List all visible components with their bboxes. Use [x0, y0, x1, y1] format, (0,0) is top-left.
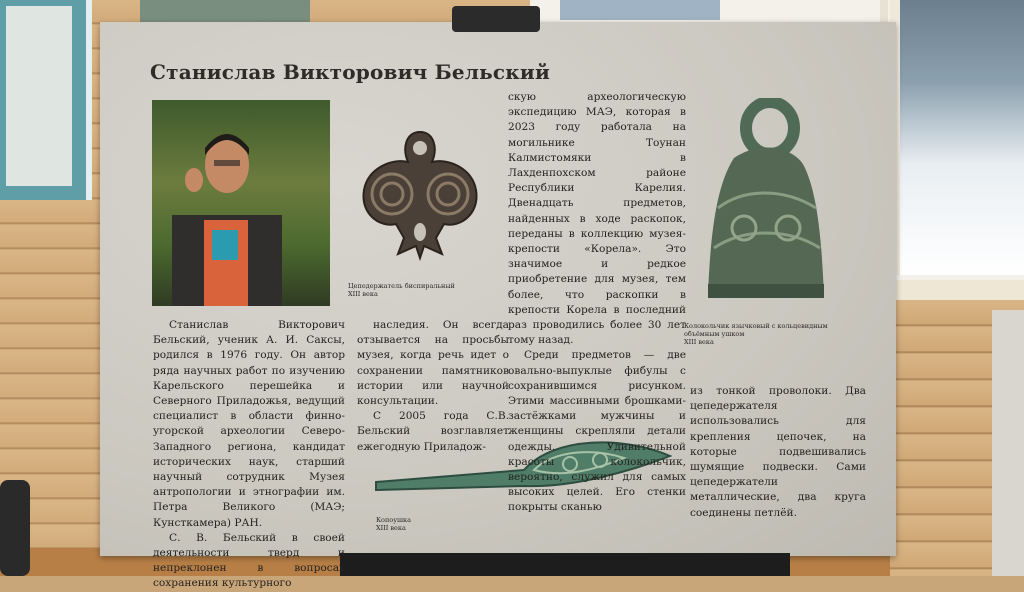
board-title: Станислав Викторович Бельский [150, 60, 550, 84]
caption-line: Копоушка [376, 516, 411, 524]
board-clip [452, 6, 540, 32]
paragraph: наследия. Он всегда отзывается на просьбы музея, когда речь идет о сохранении памятников истории или научной консультации. [357, 319, 509, 408]
caption-line: объёмным ушком [684, 330, 745, 338]
person-figure [172, 120, 282, 306]
paragraph: Среди предметов — две овально-выпуклые фибулы с сохранившимся рисунком. Этими массивными брошками-застёжками мужчины и женщины скрепляли детали одежды. Удивительной красоты колокольчик, вероятно, служил для самых высоких целей. Его стенки покрыты сканью [508, 349, 686, 514]
paragraph: из тонкой проволоки. Два цепедержателя использовались для крепления цепочек, на которые подвешивались шумящие подвески. Сами цепедержатели металлические, два круга соединены петлёй. [690, 385, 866, 519]
portrait-photo [152, 100, 330, 306]
caption-line: Цепедержатель биспиральный [348, 282, 455, 290]
paragraph: скую археологическую экспедицию МАЭ, которая в 2023 году работала на могильнике Тоунан Калмистомяки в Лахденпохском районе Республики Карелия. Двенадцать предметов, найденных в ходе раскопок, переданы в коллекцию музея-крепости «Корела». Это значимое и редкое приобретение для музея, тем более, что раскопки в крепости Корела в последний раз проводились более 30 лет тому назад. [508, 91, 686, 347]
chain-holder-artifact [358, 128, 482, 262]
display-stand [992, 310, 1024, 576]
display-stand-left [0, 480, 30, 576]
paragraph: С. В. Бельский в своей деятельности тверд и непреклонен в вопросах сохранения культурного [153, 531, 345, 590]
caption-line: XIII века [376, 524, 406, 532]
caption-line: Колокольчик язычковый с кольцевидным [684, 322, 828, 330]
text-column-4 [690, 384, 866, 521]
paragraph: Станислав Викторович Бельский, ученик А. И. Саксы, родился в 1976 году. Он автор ряда научных работ по изучению Карельского перешейка и Северного Приладожья, ведущий специалист в области финно-угорской археологии Северо-Западного региона, кандидат исторических наук, старший научный сотрудник Музея антропологии и этнографии им. Петра Великого (МАЭ; Кунсткамера) РАН. [153, 319, 345, 529]
window-pane [560, 0, 720, 20]
caption-line: XIII века [684, 338, 714, 346]
caption-bell [684, 322, 844, 346]
text-column-2 [357, 318, 509, 455]
caption-chain-holder [348, 282, 468, 298]
window-sill [880, 280, 1024, 302]
caption-ear-pick [376, 516, 456, 532]
paragraph: С 2005 года С.В. Бельский возглавляет ежегодную Приладож- [357, 410, 509, 453]
board-rail [340, 553, 790, 576]
caption-line: XIII века [348, 290, 378, 298]
window-view [890, 0, 1024, 275]
text-column-3 [508, 90, 686, 516]
bell-artifact [704, 98, 828, 312]
framed-picture-inner [6, 6, 72, 186]
text-column-1 [153, 318, 345, 592]
